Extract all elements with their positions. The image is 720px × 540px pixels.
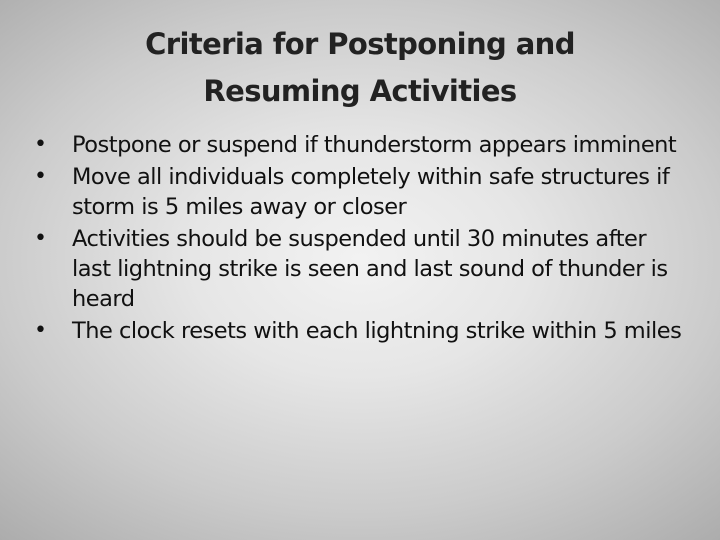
slide-title-line-1: Criteria for Postponing and	[145, 27, 575, 61]
bullet-text: Postpone or suspend if thunderstorm appears imminent	[72, 132, 677, 158]
slide-title	[60, 21, 660, 115]
bullet-marker: •	[34, 132, 47, 157]
bullet-text: Move all individuals completely within safe structures if storm is 5 miles away or closer	[72, 164, 670, 220]
bullet-marker: •	[34, 164, 47, 189]
bullet-text: The clock resets with each lightning strike within 5 miles	[72, 318, 682, 344]
bullet-marker: •	[34, 318, 47, 343]
bullet-item	[34, 162, 684, 222]
bullet-item	[34, 130, 684, 160]
bullet-item	[34, 316, 684, 346]
bullet-item	[34, 224, 684, 314]
slide-title-line-2: Resuming Activities	[203, 74, 517, 108]
bullet-list	[34, 130, 684, 348]
bullet-text: Activities should be suspended until 30 minutes after last lightning strike is seen and last sound of thunder is heard	[72, 226, 668, 312]
bullet-marker: •	[34, 226, 47, 251]
